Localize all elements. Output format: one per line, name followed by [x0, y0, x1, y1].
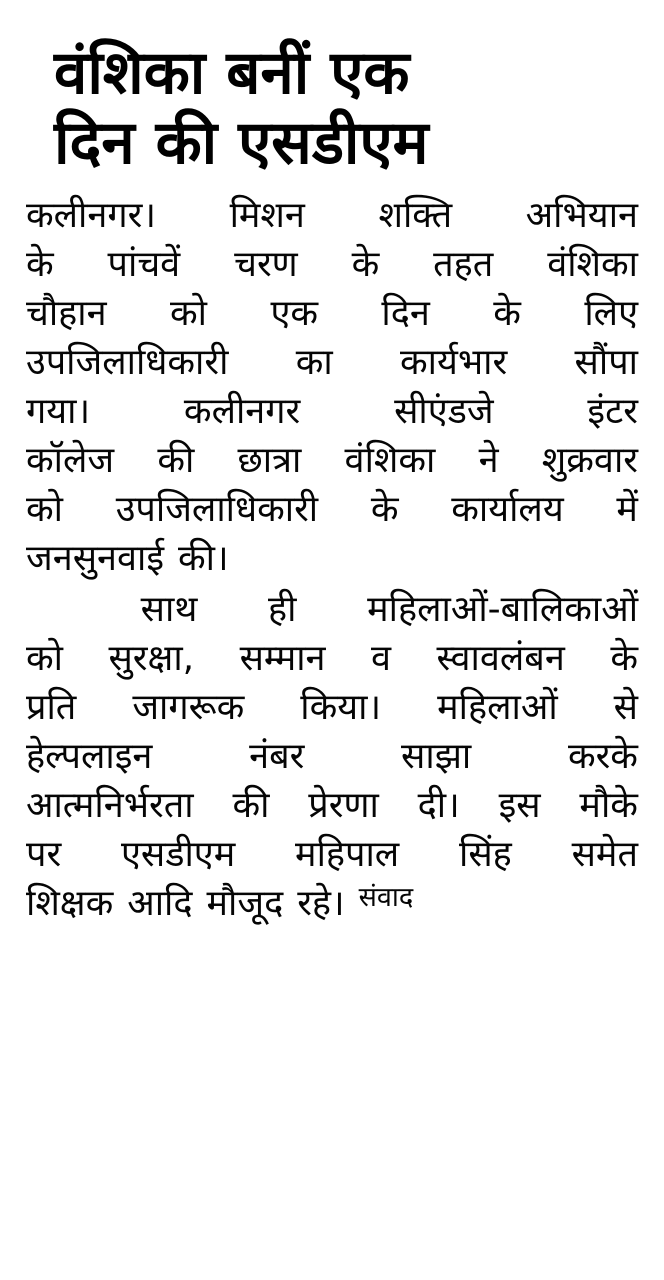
text-line: पर एसडीएम महिपाल सिंह समेत: [26, 833, 638, 875]
headline-line-2: दिन की एसडीएम: [54, 108, 429, 179]
article-credit: संवाद: [358, 881, 414, 913]
text-line: कलीनगर। मिशन शक्ति अभियान: [26, 195, 638, 237]
paragraph-2: [26, 586, 638, 929]
text-line: साथ ही महिलाओं-बालिकाओं: [26, 586, 638, 635]
text-line: जनसुनवाई की।: [26, 538, 229, 580]
paragraph-indent: [26, 586, 70, 635]
text-line: के पांचवें चरण के तहत वंशिका: [26, 244, 638, 286]
headline-line-1: वंशिका बनीं एक: [54, 38, 410, 108]
text-line: गया। कलीनगर सीएंडजे इंटर: [26, 391, 638, 433]
text-line: कॉलेज की छात्रा वंशिका ने शुक्रवार: [26, 440, 638, 482]
headline: [26, 38, 638, 178]
text-line: प्रति जागरूक किया। महिलाओं से: [26, 686, 638, 728]
text-line: को उपजिलाधिकारी के कार्यालय में: [26, 489, 638, 531]
text-line: आत्मनिर्भरता की प्रेरणा दी। इस मौके: [26, 784, 638, 826]
text-line: चौहान को एक दिन के लिए: [26, 293, 638, 335]
paragraph-1: [26, 192, 638, 584]
text-line: उपजिलाधिकारी का कार्यभार सौंपा: [26, 342, 638, 384]
text-line: हेल्पलाइन नंबर साझा करके: [26, 735, 638, 777]
text-line-with-credit: शिक्षक आदि मौजूद रहे। संवाद: [26, 880, 638, 929]
article-body: [26, 192, 638, 928]
text-line: को सुरक्षा, सम्मान व स्वावलंबन के: [26, 637, 638, 679]
